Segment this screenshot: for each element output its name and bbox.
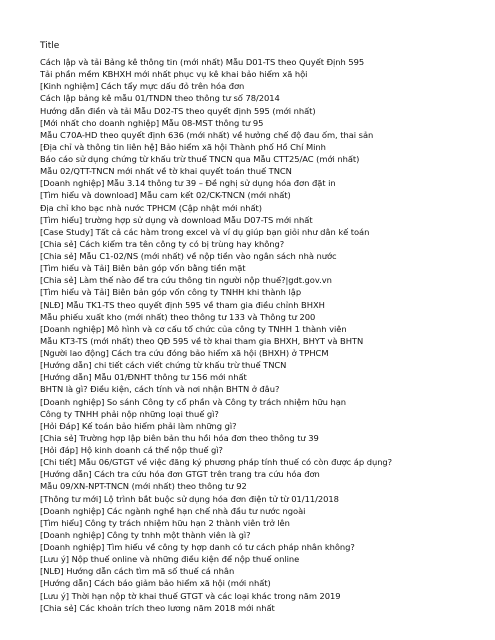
- list-item: [Kinh nghiệm] Cách tẩy mực dấu đỏ trên hóa đơn: [40, 81, 245, 92]
- list-item: [Chia sẻ] Các khoản trích theo lương năm 2018 mới nhất: [40, 602, 275, 613]
- list-item: Công ty TNHH phải nộp những loại thuế gì?: [40, 408, 219, 419]
- list-item: [Tìm hiểu và download] Mẫu cam kết 02/CK-TNCN (mới nhất): [40, 190, 291, 201]
- list-item: [Người lao động] Cách tra cứu đóng bảo hiểm xã hội (BHXH) ở TPHCM: [40, 348, 329, 358]
- list-item: [Chi tiết] Mẫu 06/GTGT về việc đăng ký phương pháp tính thuế có còn được áp dụng?: [40, 457, 393, 468]
- list-item: Cách lập bảng kê mẫu 01/TNDN theo thông tư số 78/2014: [40, 93, 280, 104]
- list-item: [Hỏi Đáp] Kế toán bảo hiểm phải làm những gì?: [40, 420, 237, 431]
- list-item: [Hướng dẫn] Mẫu 01/ĐNHT thông tư 156 mới nhất: [40, 372, 247, 383]
- list-item: [Hỏi đáp] Hộ kinh doanh cá thể nộp thuế gì?: [40, 445, 223, 455]
- list-item: [Doanh nghiệp] Tìm hiểu về công ty hợp danh có tư cách pháp nhân không?: [40, 542, 355, 552]
- list-item: [Tìm hiểu] trường hợp sử dụng và download Mẫu D07-TS mới nhất: [40, 214, 313, 225]
- list-item: [Thông tư mới] Lộ trình bắt buộc sử dụng hóa đơn điện tử từ 01/11/2018: [40, 493, 339, 504]
- list-item: [Lưu ý] Thời hạn nộp tờ khai thuế GTGT và các loại khác trong năm 2019: [40, 590, 341, 601]
- list-item: Hướng dẫn điền và tải Mẫu D02-TS theo quyết định 595 (mới nhất): [40, 105, 316, 116]
- list-item: [Chia sẻ] Trường hợp lập biên bản thu hồi hóa đơn theo thông tư 39: [40, 432, 319, 443]
- list-item: [Case Study] Tất cả các hàm trong excel và ví dụ giúp bạn giỏi như dân kế toán: [40, 226, 370, 237]
- list-item: [Doanh nghiệp] Mẫu 3.14 thông tư 39 – Đề nghị sử dụng hóa đơn đặt in: [40, 178, 336, 189]
- list-item: [Doanh nghiệp] Công ty tnhh một thành viên là gì?: [40, 529, 251, 540]
- document-title: Title: [40, 41, 60, 51]
- list-item: [Hướng dẫn] Cách báo giảm bảo hiểm xã hội (mới nhất): [40, 578, 271, 589]
- list-item: Tải phần mềm KBHXH mới nhất phục vụ kê khai bảo hiểm xã hội: [40, 69, 308, 80]
- list-item: Mẫu phiếu xuất kho (mới nhất) theo thông tư 133 và Thông tư 200: [40, 311, 316, 322]
- list-item: [NLĐ] Mẫu TK1-TS theo quyết định 595 về tham gia điều chỉnh BHXH: [40, 299, 325, 310]
- list-item: [Chia sẻ] Cách kiểm tra tên công ty có bị trùng hay không?: [40, 238, 285, 249]
- list-item: Mẫu 02/QTT-TNCN mới nhất về tờ khai quyết toán thuế TNCN: [40, 166, 292, 177]
- list-item: [Địa chỉ và thông tin liên hệ] Bảo hiểm xã hội Thành phố Hồ Chí Minh: [40, 141, 326, 152]
- list-item: Báo cáo sử dụng chứng từ khấu trừ thuế TNCN qua Mẫu CTT25/AC (mới nhất): [40, 154, 360, 164]
- list-item: [Lưu ý] Nộp thuế online và những điều kiện để nộp thuế online: [40, 554, 300, 565]
- list-item: [Hướng dẫn] Cách tra cứu hóa đơn GTGT trên trang tra cứu hóa đơn: [40, 469, 320, 480]
- list-item: Mẫu 09/XN-NPT-TNCN (mới nhất) theo thông tư 92: [40, 481, 247, 492]
- list-item: [Tìm hiểu và Tải] Biên bản góp vốn công ty TNHH khi thành lập: [40, 287, 302, 298]
- list-item: [Chia sẻ] Mẫu C1-02/NS (mới nhất) về nộp tiền vào ngân sách nhà nước: [40, 251, 337, 261]
- list-item: [Doanh nghiệp] Mô hình và cơ cấu tổ chức của công ty TNHH 1 thành viên: [40, 323, 347, 334]
- list-item: Mẫu KT3-TS (mới nhất) theo QĐ 595 về tờ khai tham gia BHXH, BHYT và BHTN: [40, 335, 364, 346]
- list-item: [Doanh nghiệp] Các ngành nghề hạn chế nhà đầu tư nước ngoài: [40, 505, 306, 516]
- list-item: Mẫu C70A-HD theo quyết định 636 (mới nhất) về hưởng chế độ đau ốm, thai sản: [40, 129, 374, 140]
- article-title-list: [40, 56, 490, 614]
- list-item: Địa chỉ kho bạc nhà nước TPHCM (Cập nhật mới nhất): [40, 202, 262, 213]
- list-item: BHTN là gì? Điều kiện, cách tính và nơi nhận BHTN ở đâu?: [40, 384, 280, 395]
- list-item: [Hướng dẫn] chi tiết cách viết chứng từ khấu trừ thuế TNCN: [40, 360, 287, 371]
- list-item: [NLĐ] Hướng dẫn cách tìm mã số thuế cá nhân: [40, 566, 235, 577]
- list-item: [Tìm hiểu] Công ty trách nhiệm hữu hạn 2 thành viên trở lên: [40, 517, 290, 528]
- list-item: Cách lập và tải Bảng kê thông tin (mới nhất) Mẫu D01-TS theo Quyết Định 595: [40, 57, 365, 67]
- list-item: [Tìm hiểu và Tải] Biên bản góp vốn bằng tiền mặt: [40, 263, 246, 274]
- list-item: [Doanh nghiệp] So sánh Công ty cổ phần và Công ty trách nhiệm hữu hạn: [40, 396, 347, 407]
- list-item: [Chia sẻ] Làm thế nào để tra cứu thông tin người nộp thuế?|gdt.gov.vn: [40, 275, 332, 286]
- list-item: [Mới nhất cho doanh nghiệp] Mẫu 08-MST thông tư 95: [40, 117, 264, 128]
